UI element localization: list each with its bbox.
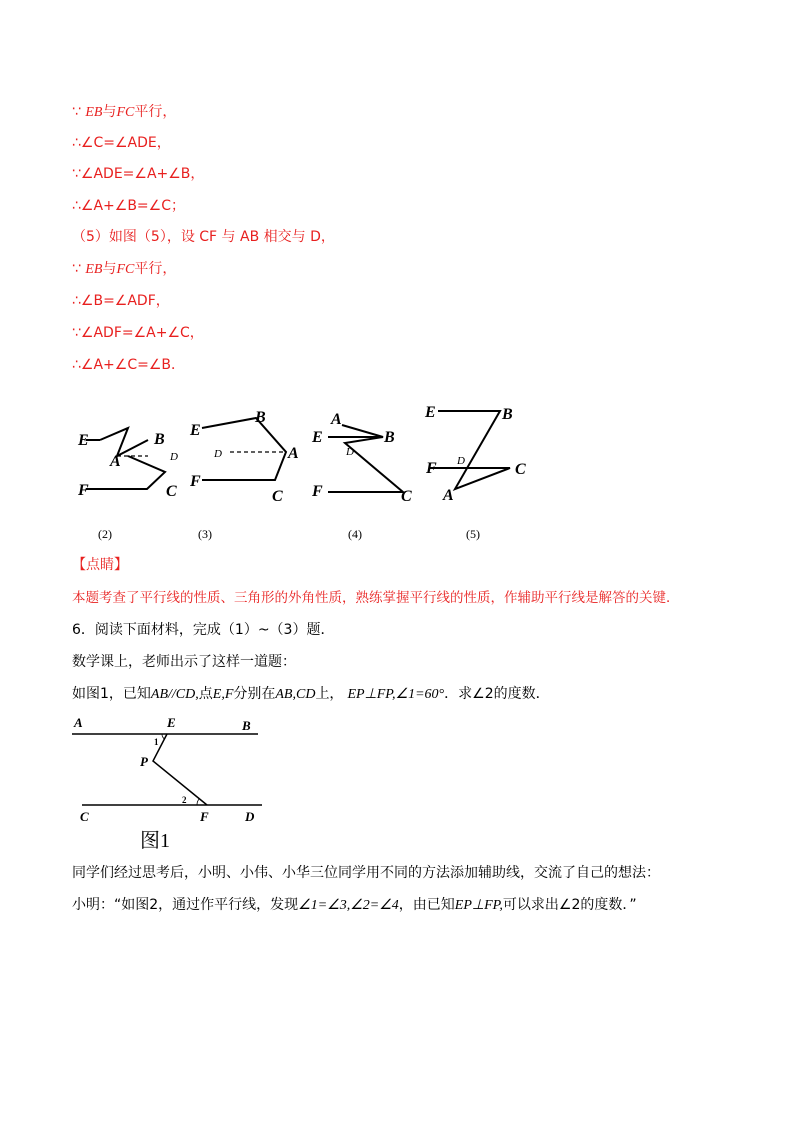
fig5-label-a: A bbox=[443, 487, 454, 504]
solution-line-8: ∵∠ADF=∠A+∠C， bbox=[72, 325, 204, 341]
line5-angles: ∠1=∠3,∠2=∠4 bbox=[298, 898, 399, 913]
fig5-label-f: F bbox=[426, 460, 437, 477]
solution-line-6 bbox=[72, 259, 176, 280]
solution-line-7: ∴∠B=∠ADF， bbox=[72, 293, 170, 309]
fig1-label-d: D bbox=[245, 809, 255, 824]
fig2-label-f: F bbox=[78, 482, 89, 499]
fig2-label-e: E bbox=[78, 432, 89, 449]
solution-line-4: ∴∠A+∠B=∠C； bbox=[72, 198, 185, 214]
fig5-label-b: B bbox=[502, 406, 513, 423]
fig3-label-b: B bbox=[255, 409, 266, 426]
line3-part-i: ．求∠2的度数． bbox=[444, 686, 550, 702]
fig-caption-4: (4) bbox=[348, 527, 362, 541]
fig3-label-f: F bbox=[190, 473, 201, 490]
segment-eb: EB bbox=[85, 105, 103, 120]
fig2-label-d: D bbox=[170, 451, 178, 463]
fig1-label-e: E bbox=[167, 715, 176, 730]
segment-fc: FC bbox=[116, 105, 135, 120]
fig4-label-a: A bbox=[331, 411, 342, 428]
line3-condition: EP⊥FP,∠1=60° bbox=[347, 687, 445, 702]
fig-caption-3: (3) bbox=[198, 527, 212, 541]
dianjing-title: 【点睛】 bbox=[72, 557, 128, 573]
fig4-label-d: D bbox=[346, 446, 354, 458]
fig2-label-c: C bbox=[166, 483, 177, 500]
line5-part-a: 小明：“如图2，通过作平行线，发现 bbox=[72, 897, 299, 913]
fig4-label-c: C bbox=[401, 488, 412, 505]
word-parallel: 平行， bbox=[134, 104, 177, 120]
fig1-angle-2: 2 bbox=[182, 795, 187, 805]
solution-line-9: ∴∠A+∠C=∠B． bbox=[72, 357, 185, 373]
segment-fc: FC bbox=[116, 262, 135, 277]
line5-part-e: 可以求出∠2的度数．” bbox=[502, 897, 637, 913]
line3-ab-cd: AB//CD bbox=[150, 687, 196, 702]
problem6-line5 bbox=[72, 895, 637, 916]
solution-line-2: ∴∠C=∠ADE， bbox=[72, 135, 171, 151]
fig4-label-b: B bbox=[384, 429, 395, 446]
solution-line-3: ∵∠ADE=∠A+∠B， bbox=[72, 166, 205, 182]
line3-part-a: 如图1，已知 bbox=[72, 686, 151, 702]
fig1-caption: 图1 bbox=[140, 830, 170, 852]
fig3-label-e: E bbox=[190, 422, 201, 439]
word-parallel: 平行， bbox=[134, 261, 177, 277]
problem6-line4: 同学们经过思考后，小明、小伟、小华三位同学用不同的方法添加辅助线，交流了自己的想法： bbox=[72, 865, 660, 881]
fig2-label-a: A bbox=[110, 453, 121, 470]
figures-2-to-5 bbox=[70, 400, 540, 545]
problem6-line2: 数学课上，老师出示了这样一道题： bbox=[72, 654, 296, 670]
line3-part-g: 上， bbox=[315, 686, 344, 702]
fig1-label-a: A bbox=[74, 715, 83, 730]
figure-1 bbox=[70, 712, 270, 857]
fig1-label-f: F bbox=[200, 809, 209, 824]
fig3-label-c: C bbox=[272, 488, 283, 505]
fig3-label-a: A bbox=[288, 445, 299, 462]
because-symbol: ∵ bbox=[72, 104, 81, 120]
fig-caption-5: (5) bbox=[466, 527, 480, 541]
fig3-label-d: D bbox=[214, 448, 222, 460]
fig1-label-c: C bbox=[80, 809, 89, 824]
because-symbol: ∵ bbox=[72, 261, 81, 277]
segment-eb: EB bbox=[85, 262, 103, 277]
fig4-label-f: F bbox=[312, 483, 323, 500]
problem6-line3 bbox=[72, 684, 550, 705]
word-yu: 与 bbox=[102, 261, 117, 277]
fig1-label-p: P bbox=[140, 754, 148, 769]
fig5-label-c: C bbox=[515, 461, 526, 478]
fig5-label-d: D bbox=[457, 455, 465, 467]
line3-part-e: 分别在 bbox=[233, 686, 276, 702]
fig1-angle-1: 1 bbox=[154, 737, 159, 747]
line5-part-c: ，由已知 bbox=[398, 897, 455, 913]
line3-ef: E,F bbox=[212, 687, 234, 702]
line3-part-c: ,点 bbox=[195, 687, 213, 702]
line3-ab-cd-2: AB,CD bbox=[275, 687, 316, 702]
solution-line-5: （5）如图（5），设 CF 与 AB 相交与 D， bbox=[72, 229, 335, 245]
problem6-intro: 6．阅读下面材料，完成（1）~（3）题． bbox=[72, 622, 335, 638]
word-yu: 与 bbox=[102, 104, 117, 120]
fig4-label-e: E bbox=[312, 429, 323, 446]
solution-line-1 bbox=[72, 102, 176, 123]
fig5-label-e: E bbox=[425, 404, 436, 421]
dianjing-text: 本题考查了平行线的性质、三角形的外角性质，熟练掌握平行线的性质，作辅助平行线是解答的关键． bbox=[72, 590, 680, 606]
line5-perp: EP⊥FP, bbox=[454, 898, 503, 913]
fig1-label-b: B bbox=[242, 718, 251, 733]
fig2-label-b: B bbox=[154, 431, 165, 448]
fig-caption-2: (2) bbox=[98, 527, 112, 541]
